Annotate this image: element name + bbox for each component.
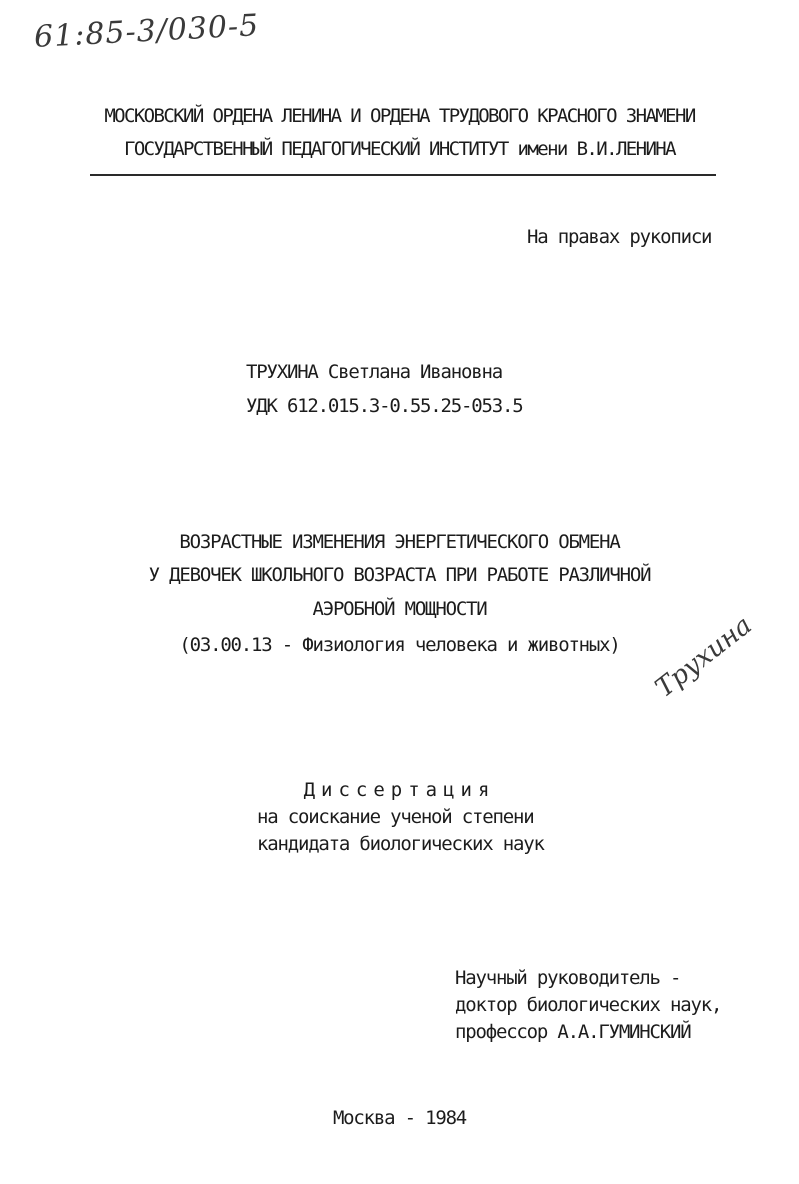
supervisor-line-3: профессор А.А.ГУМИНСКИЙ <box>455 1021 691 1043</box>
header-divider <box>90 174 716 176</box>
supervisor-line-1: Научный руководитель - <box>455 967 681 989</box>
udk-code: УДК 612.015.3-0.55.25-053.5 <box>246 395 523 417</box>
field-line: кандидата биологических наук <box>257 833 544 855</box>
supervisor-line-2: доктор биологических наук, <box>455 994 722 1016</box>
degree-line: на соискание ученой степени <box>257 806 534 828</box>
dissertation-heading: Диссертация <box>303 779 496 801</box>
archive-mark: 61:85-3/030-5 <box>33 8 261 55</box>
institution-line-2: ГОСУДАРСТВЕННЫЙ ПЕДАГОГИЧЕСКИЙ ИНСТИТУТ имени В.И.ЛЕНИНА <box>124 138 675 160</box>
place-year: Москва - 1984 <box>332 1107 467 1129</box>
institution-line-1: МОСКОВСКИЙ ОРДЕНА ЛЕНИНА И ОРДЕНА ТРУДОВОГО КРАСНОГО ЗНАМЕНИ <box>104 105 695 127</box>
title-line-2: У ДЕВОЧЕК ШКОЛЬНОГО ВОЗРАСТА ПРИ РАБОТЕ РАЗЛИЧНОЙ <box>148 564 651 586</box>
author-name: ТРУХИНА Светлана Ивановна <box>246 361 502 383</box>
title-line-1: ВОЗРАСТНЫЕ ИЗМЕНЕНИЯ ЭНЕРГЕТИЧЕСКОГО ОБМЕНА <box>179 531 620 553</box>
specialty-code: (03.00.13 - Физиология человека и животных) <box>179 634 620 656</box>
handwritten-signature: Трухина <box>650 610 758 704</box>
rights-note: На правах рукописи <box>527 226 712 248</box>
title-line-3: АЭРОБНОЙ МОЩНОСТИ <box>312 598 487 620</box>
